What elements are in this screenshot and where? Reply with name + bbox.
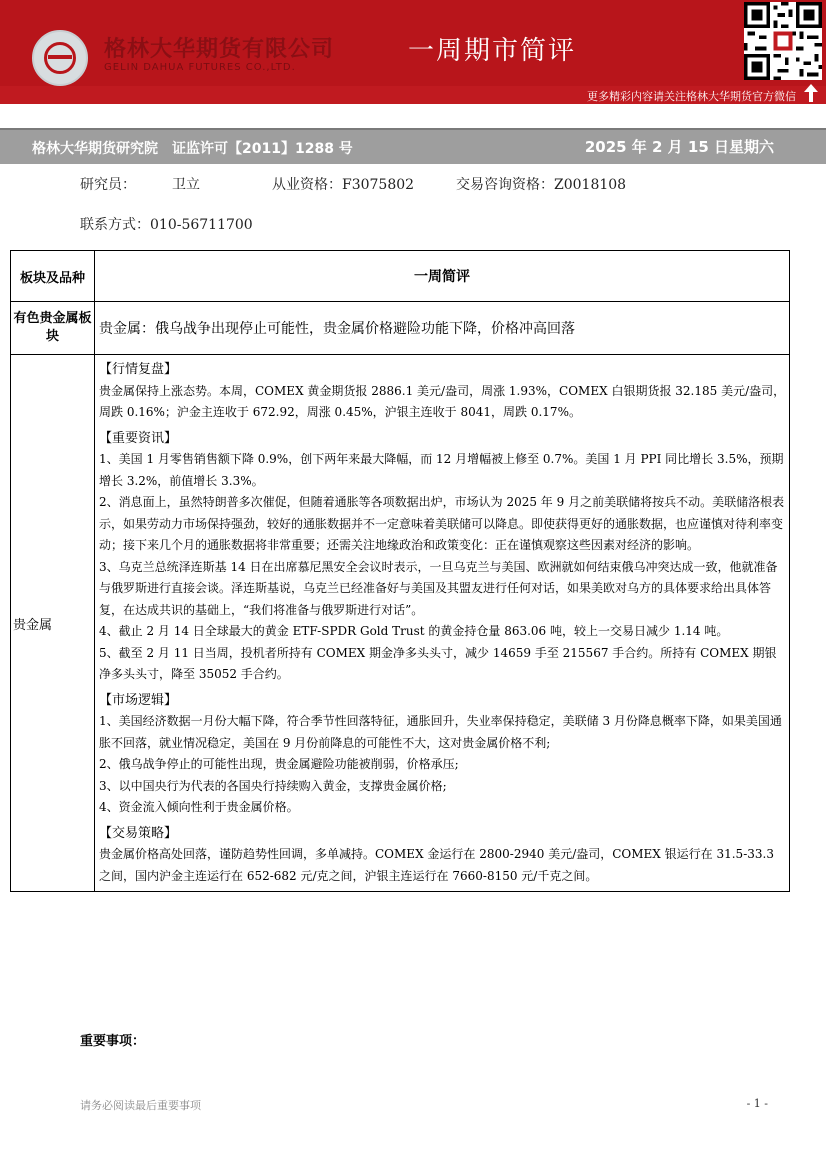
content-paragraph: 1、美国 1 月零售销售额下降 0.9%，创下两年来最大降幅，而 12 月增幅被上修至 0.7%。美国 1 月 PPI 同比增长 3.5%，预期增长 3.2%，前值增长 3.3%。 xyxy=(99,452,784,488)
content-heading: 【行情复盘】 xyxy=(99,362,178,377)
content-paragraph: 2、俄乌战争停止的可能性出现，贵金属避险功能被削弱，价格承压; xyxy=(99,757,459,771)
researcher-label: 研究员： xyxy=(80,177,136,193)
content-heading: 【市场逻辑】 xyxy=(99,692,178,708)
column-header-category: 板块及品种 xyxy=(11,251,95,302)
content-paragraph: 贵金属价格高处回落，谨防趋势性回调，多单减持。COMEX 金运行在 2800-2940 美元/盎司，COMEX 银运行在 31.5-33.3 之间，国内沪金主连运行在 652-682 元/克之间，沪银主连运行在 7660-8150 元/千克之间。 xyxy=(99,847,774,883)
section-name: 有色贵金属板块 xyxy=(11,302,95,355)
contact-info: 联系方式：010-56711700 xyxy=(80,217,253,233)
weekly-review-table xyxy=(10,250,790,892)
page-number: - 1 - xyxy=(746,1097,768,1110)
content-paragraph: 4、截止 2 月 14 日全球最大的黄金 ETF-SPDR Gold Trust 的黄金持仓量 863.06 吨，较上一交易日减少 1.14 吨。 xyxy=(99,624,729,638)
arrow-up-icon xyxy=(804,84,818,102)
company-name-cn: 格林大华期货有限公司 xyxy=(104,37,335,62)
content-heading: 【重要资讯】 xyxy=(99,430,178,446)
content-paragraph: 贵金属保持上涨态势。本周，COMEX 黄金期货报 2886.1 美元/盎司，周涨 1.93%，COMEX 白银期货报 32.185 美元/盎司，周跌 0.16%；沪金主连收于 672.92，周涨 0.45%，沪银主连收于 8041，周跌 0.17%。 xyxy=(99,383,786,419)
company-logo xyxy=(32,30,88,86)
company-name-en: GELIN DAHUA FUTURES CO.,LTD. xyxy=(104,62,296,73)
wechat-follow-text: 更多精彩内容请关注格林大华期货官方微信 xyxy=(587,90,796,103)
report-title: 一周期市简评 xyxy=(408,36,577,66)
content-heading: 【交易策略】 xyxy=(99,825,178,841)
report-date: 2025 年 2 月 15 日星期六 xyxy=(584,138,774,156)
qualification-number: 从业资格：F3075802 xyxy=(272,177,415,193)
content-paragraph: 2、消息面上，虽然特朗普多次催促，但随着通胀等各项数据出炉，市场认为 2025 年 9 月之前美联储将按兵不动。美联储洛根表示，如果劳动力市场保持强劲，较好的通胀数据并不一定意味着美联储可以降息。即使获得更好的通胀数据，也应谨慎对待利率变动；接下来几个月的通胀数据将非常重要；还需关注地缘政治和政策变化：正在谨慎观察这些因素对经济的影响。 xyxy=(99,495,785,552)
row-category: 贵金属 xyxy=(11,355,95,892)
content-paragraph: 4、资金流入倾向性利于贵金属价格。 xyxy=(99,800,299,814)
content-paragraph: 1、美国经济数据一月份大幅下降，符合季节性回落特征，通胀回升，失业率保持稳定，美联储 3 月份降息概率下降，如果美国通胀不回落，就业情况稳定，美国在 9 月份前降息的可能性不大，这对贵金属价格不利; xyxy=(99,714,782,750)
researcher-name: 卫立 xyxy=(172,177,200,193)
content-paragraph: 5、截至 2 月 11 日当周，投机者所持有 COMEX 期金净多头头寸，减少 14659 手至 215567 手合约。所持有 COMEX 期银净多头头寸，降至 35052 手合约。 xyxy=(99,645,777,681)
important-notice-heading: 重要事项： xyxy=(80,1034,146,1049)
footer-disclaimer: 请务必阅读最后重要事项 xyxy=(80,1099,201,1112)
content-paragraph: 3、乌克兰总统泽连斯基 14 日在出席慕尼黑安全会议时表示，一旦乌克兰与美国、欧洲就如何结束俄乌冲突达成一致，他就准备与俄罗斯进行直接会谈。泽连斯基说，乌克兰已经准备好与美国及其盟友进行任何对话，如果美欧对乌方的具体要求给出具体答复，在达成共识的基础上，“我们将准备与俄罗斯进行对话”。 xyxy=(99,559,778,617)
column-header-review: 一周简评 xyxy=(95,251,790,302)
section-title: 贵金属：俄乌战争出现停止可能性，贵金属价格避险功能下降，价格冲高回落 xyxy=(95,302,790,355)
consult-qualification: 交易咨询资格：Z0018108 xyxy=(456,177,627,193)
content-paragraph: 3、以中国央行为代表的各国央行持续购入黄金，支撑贵金属价格; xyxy=(99,778,447,793)
institute-license: 格林大华期货研究院 证监许可【2011】1288 号 xyxy=(32,141,353,157)
wechat-qr-code xyxy=(744,2,822,80)
review-content xyxy=(95,355,790,892)
